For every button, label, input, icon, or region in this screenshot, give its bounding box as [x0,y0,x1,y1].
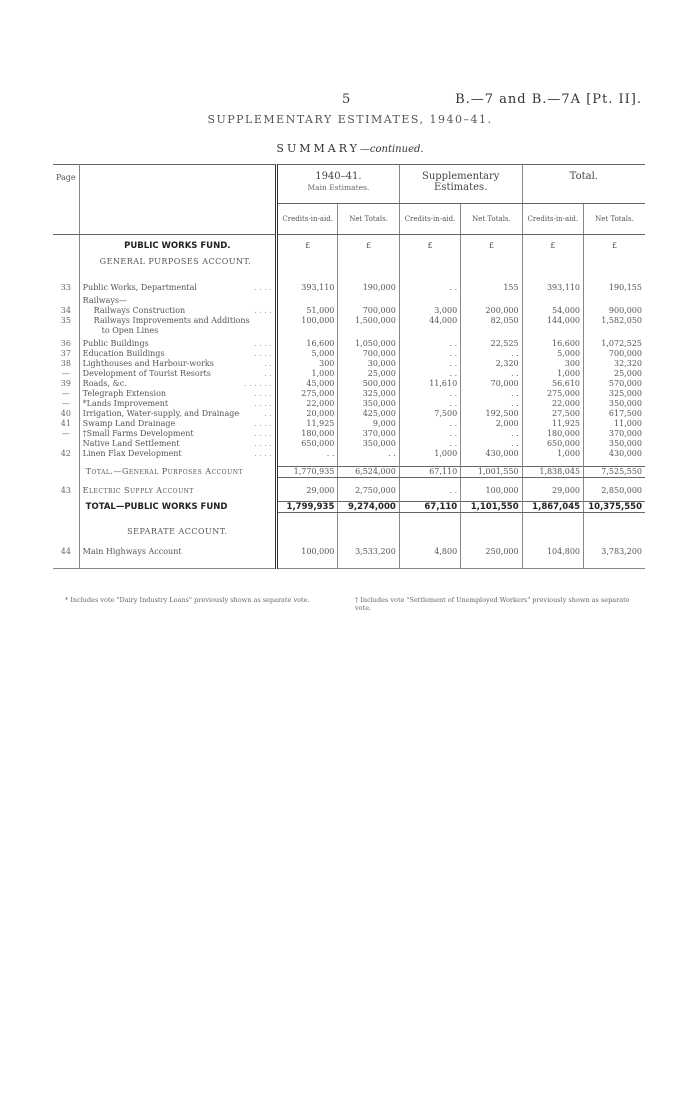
row-description [79,429,276,439]
credits-in-aid-cell: . . [399,439,460,449]
net-total-cell: 200,000 [461,306,522,316]
net-total-cell: 70,000 [461,379,522,389]
row-description [79,379,276,389]
row-page-number [53,296,79,306]
net-total-cell [338,296,399,306]
net-total-cell: . . [461,429,522,439]
summary-table [53,164,645,569]
currency-symbol: £ [399,235,460,257]
row-description [79,439,276,449]
total-public-works-fund-row [53,502,645,513]
net-total-cell: 700,000 [584,349,645,359]
running-title: SUPPLEMENTARY ESTIMATES, 1940–41. [207,113,493,126]
net-total-cell: 3,783,200 [584,547,645,557]
net-total-cell: 370,000 [338,429,399,439]
leader-dots: . . . . [254,348,272,358]
credits-in-aid-cell: 650,000 [276,439,337,449]
net-totals-header: Net Totals. [338,204,399,235]
credits-in-aid-cell: . . [399,486,460,496]
leader-dots: . . . . [254,388,272,398]
total-general-label: Total.—General Purposes Account [85,466,243,476]
credits-in-aid-cell: . . [399,419,460,429]
footnote-dairy-loans: * Includes vote "Dairy Industry Loans" previously shown as separate vote. [65,596,310,604]
credits-in-aid-cell: 51,000 [276,306,337,316]
row-description [79,339,276,349]
credits-in-aid-cell: 393,110 [276,283,337,293]
net-total-cell: . . [338,449,399,459]
net-total-cell: 325,000 [584,389,645,399]
credits-in-aid-cell: 11,610 [399,379,460,389]
table-row [53,283,645,293]
table-row [53,429,645,439]
credits-in-aid-cell: . . [399,339,460,349]
row-page-number [53,439,79,449]
row-description [79,283,276,293]
net-total-cell: 1,072,525 [584,339,645,349]
net-total-cell: 100,000 [461,486,522,496]
net-total-cell: 900,000 [584,306,645,316]
main-highways-row [53,547,645,557]
net-total-cell: 350,000 [338,399,399,409]
credits-in-aid-cell: 20,000 [276,409,337,419]
leader-dots: . . [264,368,272,378]
leader-dots: . . . . [254,398,272,408]
row-description-text: Lighthouses and Harbour-works [82,358,214,368]
credits-in-aid-header: Credits-in-aid. [522,204,583,235]
main-estimates-header [276,165,399,204]
credits-in-aid-cell: . . [399,369,460,379]
credits-in-aid-cell [522,296,583,306]
credits-in-aid-cell: 27,500 [522,409,583,419]
credits-in-aid-cell: 1,838,045 [522,467,583,478]
electric-supply-row [53,486,645,496]
credits-in-aid-cell: 11,925 [276,419,337,429]
net-total-cell: 350,000 [584,399,645,409]
currency-symbol: £ [584,235,645,257]
row-description-text: Telegraph Extension [82,388,167,398]
net-total-cell: 500,000 [338,379,399,389]
row-page-number: 41 [53,419,79,429]
credits-in-aid-cell: 5,000 [276,349,337,359]
credits-in-aid-cell: 22,000 [276,399,337,409]
net-total-cell: 82,050 [461,316,522,326]
fund-heading: PUBLIC WORKS FUND. [124,240,231,251]
row-page-number: 43 [53,486,79,496]
credits-in-aid-cell: 45,000 [276,379,337,389]
net-total-cell: 155 [461,283,522,293]
credits-in-aid-cell: . . [399,429,460,439]
net-total-cell: 32,320 [584,359,645,369]
net-total-cell: 430,000 [584,449,645,459]
table-row [53,339,645,349]
credits-in-aid-cell: 300 [276,359,337,369]
net-total-cell: . . [461,399,522,409]
row-description [79,449,276,459]
table-row [53,316,645,326]
credits-in-aid-cell [522,326,583,336]
row-page-number: 39 [53,379,79,389]
row-page-number: 33 [53,283,79,293]
row-page-number: 42 [53,449,79,459]
credits-in-aid-cell: 16,600 [522,339,583,349]
leader-dots: . . . . [254,448,272,458]
credits-in-aid-cell [399,326,460,336]
credits-in-aid-cell: 11,925 [522,419,583,429]
net-total-cell: 700,000 [338,349,399,359]
separate-account-heading: SEPARATE ACCOUNT. [127,526,228,536]
row-description [79,419,276,429]
credits-in-aid-cell: 650,000 [522,439,583,449]
summary-title-text: SUMMARY [276,142,360,155]
net-total-cell: 325,000 [338,389,399,399]
credits-in-aid-cell: . . [399,399,460,409]
currency-symbol: £ [276,235,337,257]
general-purposes-heading: GENERAL PURPOSES ACCOUNT. [99,256,252,266]
credits-in-aid-cell: 67,110 [399,467,460,478]
row-page-number: 34 [53,306,79,316]
net-total-cell: 350,000 [338,439,399,449]
summary-subtitle: —continued. [359,144,424,155]
row-description-text: *Lands Improvement [82,398,169,408]
page-reference: B.—7 and B.—7A [Pt. II]. [455,92,642,107]
row-description-text: Education Buildings [82,348,165,358]
credits-in-aid-cell: 67,110 [399,502,460,513]
row-description-text: Railways— [82,295,128,305]
credits-in-aid-cell: . . [399,283,460,293]
leader-dots: . . . . [254,305,272,315]
row-description-text: to Open Lines [101,325,159,335]
row-page-number: — [53,389,79,399]
credits-in-aid-cell: 29,000 [276,486,337,496]
total-fund-label: TOTAL—PUBLIC WORKS FUND [85,501,228,512]
net-total-cell: 6,524,000 [338,467,399,478]
leader-dots: . . . . . . [244,378,272,388]
credits-in-aid-cell: 7,500 [399,409,460,419]
description-column-header [79,165,276,235]
row-description [79,399,276,409]
table-row [53,389,645,399]
net-total-cell: 1,001,550 [461,467,522,478]
row-description [79,306,276,316]
currency-symbol: £ [338,235,399,257]
leader-dots: . . . . [254,438,272,448]
summary-title [0,142,700,155]
net-total-cell: 1,050,000 [338,339,399,349]
credits-in-aid-cell: 29,000 [522,486,583,496]
table-row [53,399,645,409]
net-total-cell: 700,000 [338,306,399,316]
row-description [79,369,276,379]
credits-in-aid-cell: 54,000 [522,306,583,316]
row-description-text: Public Works, Departmental [82,282,197,292]
table-row [53,409,645,419]
leader-dots: . . . . [254,282,272,292]
net-total-cell: . . [461,369,522,379]
net-total-cell: 1,500,000 [338,316,399,326]
net-total-cell: 2,750,000 [338,486,399,496]
row-description-text: Railways Improvements and Additions [93,315,250,325]
net-total-cell: 350,000 [584,439,645,449]
row-description-text: Development of Tourist Resorts [82,368,211,378]
credits-in-aid-cell: 4,800 [399,547,460,557]
credits-in-aid-cell: 1,867,045 [522,502,583,513]
row-description-text: Native Land Settlement [82,438,180,448]
credits-in-aid-cell: 1,000 [522,369,583,379]
net-total-cell: 617,500 [584,409,645,419]
leader-dots: . . [264,408,272,418]
leader-dots: . . . . [254,338,272,348]
credits-in-aid-cell [276,326,337,336]
row-page-number: 40 [53,409,79,419]
row-description [79,316,276,326]
net-total-cell: 1,101,550 [461,502,522,513]
credits-in-aid-cell: . . [399,389,460,399]
net-total-cell: 570,000 [584,379,645,389]
table-row [53,359,645,369]
net-total-cell: 190,000 [338,283,399,293]
row-page-number: — [53,429,79,439]
total-header: Total. [522,165,645,204]
net-total-cell: 370,000 [584,429,645,439]
row-page-number [53,502,79,513]
net-total-cell: . . [461,439,522,449]
credits-in-aid-cell: . . [276,449,337,459]
row-page-number: 37 [53,349,79,359]
electric-supply-label: Electric Supply Account [82,485,194,495]
net-total-cell: . . [461,389,522,399]
row-description [79,296,276,306]
row-description [79,409,276,419]
net-total-cell: 25,000 [584,369,645,379]
net-total-cell: 2,850,000 [584,486,645,496]
leader-dots: . . . . [254,428,272,438]
net-total-cell [584,296,645,306]
credits-in-aid-cell: 100,000 [276,316,337,326]
main-highways-label: Main Highways Account [82,546,182,556]
row-page-number: 35 [53,316,79,326]
table-row [53,296,645,306]
credits-in-aid-cell: 275,000 [276,389,337,399]
row-description-text: Railways Construction [93,305,186,315]
page-column-header: Page [53,165,79,235]
row-page-number: 36 [53,339,79,349]
credits-in-aid-cell: 393,110 [522,283,583,293]
credits-in-aid-cell: 1,000 [276,369,337,379]
credits-in-aid-cell: 3,000 [399,306,460,316]
net-totals-header: Net Totals. [461,204,522,235]
row-description [79,359,276,369]
net-total-cell: 192,500 [461,409,522,419]
row-description-text: Swamp Land Drainage [82,418,176,428]
net-totals-header: Net Totals. [584,204,645,235]
footnote-unemployed-workers: † Includes vote "Settlement of Unemployed Workers" previously shown as separate vote. [355,596,630,612]
net-total-cell: 2,320 [461,359,522,369]
credits-in-aid-header: Credits-in-aid. [276,204,337,235]
row-description-text: †Small Farms Development [82,428,194,438]
net-total-cell: 30,000 [338,359,399,369]
credits-in-aid-cell: 5,000 [522,349,583,359]
net-total-cell: 425,000 [338,409,399,419]
row-description-text: Irrigation, Water-supply, and Drainage [82,408,240,418]
credits-in-aid-cell: 300 [522,359,583,369]
main-estimates-year: 1940–41. [315,171,362,182]
net-total-cell [584,326,645,336]
net-total-cell: 430,000 [461,449,522,459]
page-number: 5 [342,92,351,107]
leader-dots: . . . . [254,418,272,428]
net-total-cell [338,326,399,336]
net-total-cell: 3,533,200 [338,547,399,557]
credits-in-aid-header: Credits-in-aid. [399,204,460,235]
supplementary-estimates-header: Supplementary Estimates. [399,165,522,204]
credits-in-aid-cell: . . [399,359,460,369]
credits-in-aid-cell: 56,610 [522,379,583,389]
footnotes [53,596,645,612]
net-total-cell: 11,000 [584,419,645,429]
credits-in-aid-cell [276,296,337,306]
net-total-cell: 25,000 [338,369,399,379]
table-row [53,419,645,429]
table-row [53,369,645,379]
net-total-cell: 7,525,550 [584,467,645,478]
net-total-cell: 190,155 [584,283,645,293]
credits-in-aid-cell: 1,000 [522,449,583,459]
table-row [53,326,645,336]
row-description-text: Roads, &c. [82,378,127,388]
net-total-cell: 2,000 [461,419,522,429]
row-page-number [53,326,79,336]
net-total-cell: 9,000 [338,419,399,429]
row-page-number: 44 [53,547,79,557]
row-description [79,389,276,399]
credits-in-aid-cell: 1,770,935 [276,467,337,478]
table-row [53,439,645,449]
net-total-cell [461,296,522,306]
row-description [79,326,276,336]
row-description [79,349,276,359]
main-estimates-sub: Main Estimates. [307,183,370,192]
table-row [53,349,645,359]
currency-symbol: £ [522,235,583,257]
credits-in-aid-cell: 16,600 [276,339,337,349]
net-total-cell: 10,375,550 [584,502,645,513]
leader-dots: . . [264,358,272,368]
row-page-number: — [53,399,79,409]
credits-in-aid-cell: . . [399,349,460,359]
credits-in-aid-cell: 100,000 [276,547,337,557]
row-description-text: Public Buildings [82,338,149,348]
table-row [53,306,645,316]
net-total-cell: 250,000 [461,547,522,557]
credits-in-aid-cell: 180,000 [522,429,583,439]
credits-in-aid-cell: 1,799,935 [276,502,337,513]
net-total-cell: 1,582,050 [584,316,645,326]
credits-in-aid-cell: 22,000 [522,399,583,409]
row-page-number [53,467,79,478]
total-general-purposes-row [53,467,645,478]
net-total-cell: 22,525 [461,339,522,349]
table-row [53,379,645,389]
net-total-cell: . . [461,349,522,359]
credits-in-aid-cell: 180,000 [276,429,337,439]
row-description-text: Linen Flax Development [82,448,182,458]
credits-in-aid-cell: 1,000 [399,449,460,459]
net-total-cell: 9,274,000 [338,502,399,513]
row-page-number: — [53,369,79,379]
credits-in-aid-cell: 275,000 [522,389,583,399]
credits-in-aid-cell [399,296,460,306]
row-page-number: 38 [53,359,79,369]
net-total-cell [461,326,522,336]
table-row [53,449,645,459]
credits-in-aid-cell: 44,000 [399,316,460,326]
credits-in-aid-cell: 104,800 [522,547,583,557]
currency-symbol: £ [461,235,522,257]
credits-in-aid-cell: 144,000 [522,316,583,326]
